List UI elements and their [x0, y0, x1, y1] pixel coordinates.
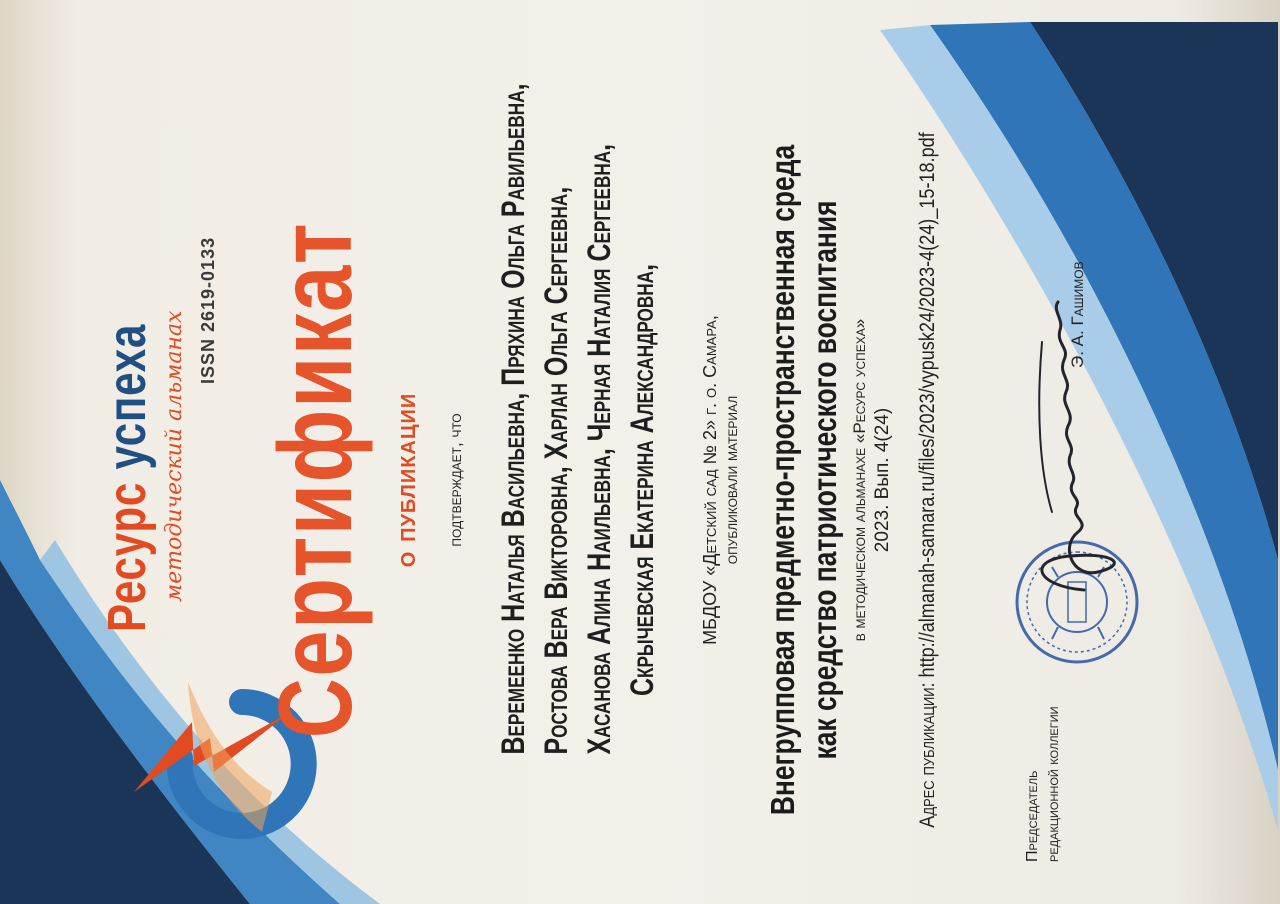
- brand-name: [97, 323, 157, 632]
- work-title: [762, 118, 846, 841]
- confirms-text: подтверждает, что: [446, 413, 465, 547]
- address-url: http://almanah-samara.ru/files/2023/vypusk24/2023-4(24)_15-18.pdf: [916, 132, 939, 678]
- organization: МБДОУ «Детский сад № 2» г. о. Самара,: [700, 315, 720, 645]
- issue-number: 2023. Вып. 4(24): [872, 407, 893, 553]
- authors-line: Скрычевская Екатерина Александровна,: [624, 263, 660, 697]
- authors-line: Веремеенко Наталья Васильевна, Пряхина Ольга Равильевна,: [495, 83, 531, 755]
- work-title-line: как средство патриотического воспитания: [806, 200, 843, 760]
- authors-list: [492, 83, 664, 755]
- published-text: опубликовали материал: [722, 395, 741, 565]
- authors-line: Ростова Вера Викторовна, Харлан Ольга Сергеевна,: [538, 186, 574, 755]
- signer-name: Э. А. Гашимов: [1068, 261, 1087, 368]
- publication-address: [916, 91, 940, 868]
- address-label: Адрес публикации:: [916, 677, 939, 828]
- work-title-line: Внегрупповая предметно-пространственная среда: [764, 144, 801, 816]
- brand-name-part1: Ресурс: [97, 469, 157, 632]
- signer-role-line: Председатель: [1024, 770, 1041, 862]
- signer-role-line: редакционной коллегии: [1045, 706, 1062, 862]
- authors-line: Хасанова Алина Наильевна, Черная Наталия Сергеевна,: [581, 143, 617, 755]
- almanac-text: в методическом альманахе «Ресурс успеха»: [850, 318, 869, 642]
- signer-role: [1022, 706, 1064, 862]
- certificate: [0, 28, 1252, 904]
- certificate-subtitle: о публикации: [390, 392, 421, 568]
- brand-name-part2: успеха: [97, 323, 157, 470]
- brand-tagline: методический альманах: [162, 310, 187, 602]
- issn-number: ISSN 2619-0133: [198, 236, 218, 384]
- certificate-title: Сертификат: [258, 221, 374, 739]
